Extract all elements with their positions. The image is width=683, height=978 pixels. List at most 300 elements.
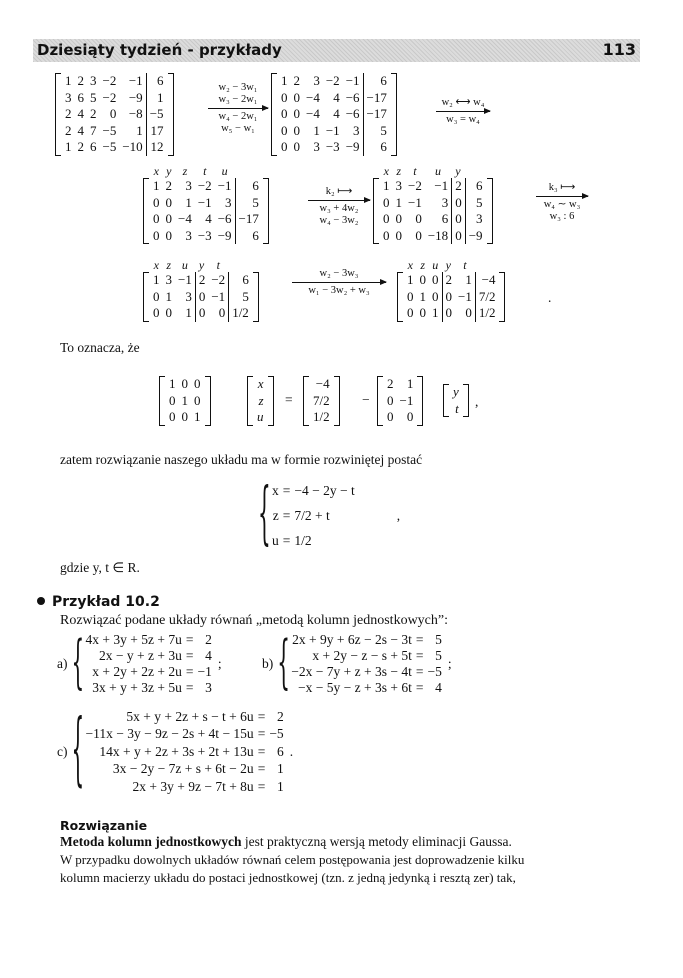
equation-rhs: 1: [276, 778, 284, 794]
right-bracket: [417, 376, 423, 426]
matrix-cell: −1: [434, 178, 449, 193]
equation-row: [270, 528, 357, 553]
vector-xzu: [254, 376, 267, 426]
equation-lhs: u: [272, 532, 279, 548]
arrow-right-icon: [308, 200, 370, 201]
matrix-cell: 0: [153, 288, 160, 304]
column-label: u: [181, 258, 188, 272]
matrix-cell: 7/2: [313, 392, 330, 408]
matrix-cell: 4: [333, 89, 340, 105]
period: .: [548, 290, 552, 305]
right-bracket: [334, 376, 340, 426]
matrix-cell: 0: [406, 409, 414, 424]
operation-label: w₂ ⟷ w₄: [441, 97, 485, 108]
left-bracket: [443, 384, 449, 417]
column-label: y: [455, 164, 461, 178]
equals-sign: =: [185, 648, 194, 663]
matrix-cell: −4: [306, 89, 320, 105]
matrix-cell: z: [258, 392, 264, 408]
matrix-cell: −18: [427, 227, 449, 243]
column-label: x: [153, 164, 159, 178]
matrix-cell: 6: [465, 178, 486, 195]
matrix-cell: 0: [432, 272, 439, 287]
matrix-cell: 5: [235, 195, 262, 212]
matrix-cell: 1: [395, 194, 402, 210]
matrix-cell: −2: [197, 178, 212, 193]
column-label: [235, 164, 262, 178]
matrix-step-5: [150, 258, 252, 322]
matrix-cell: −1: [458, 288, 472, 304]
left-bracket: [397, 272, 403, 322]
matrix-cell: −4: [475, 272, 499, 289]
equation-row: [84, 761, 286, 779]
matrix-cell: x: [257, 376, 264, 391]
matrix-cell: 0: [293, 89, 300, 105]
matrix-cell: 1: [407, 272, 414, 287]
matrix-cell: 0: [293, 139, 300, 154]
equals-sign: =: [257, 743, 266, 759]
equation-rhs: 2: [205, 632, 212, 647]
column-label: y: [198, 258, 205, 272]
right-bracket: [499, 272, 505, 322]
matrix-cell: 6: [228, 272, 252, 289]
equation-rhs: 1/2: [294, 532, 312, 548]
right-bracket: [263, 178, 269, 244]
solution-heading: Rozwiązanie: [60, 818, 148, 833]
paragraph: zatem rozwiązanie naszego układu ma w formie rozwiniętej postać: [60, 452, 423, 467]
row-operation-arrow: [308, 186, 370, 227]
equation-lhs: 14x + y + 2z + 3s + 2t + 13u: [99, 743, 254, 759]
equation-row: [84, 726, 286, 744]
right-bracket: [168, 73, 174, 156]
equation-table: [270, 478, 357, 553]
matrix-cell: 0: [395, 227, 402, 243]
matrix-cell: 3: [441, 194, 449, 210]
right-bracket: [391, 73, 397, 156]
matrix-cell: 0: [383, 227, 390, 243]
operation-label: w₄ − 2w₁: [218, 111, 258, 122]
matrix-cell: 3: [185, 178, 192, 193]
matrix-cell: 0: [451, 195, 465, 212]
matrix-cell: 1: [313, 122, 320, 138]
coefficient-matrix: [384, 376, 416, 426]
matrix-cell: 1: [406, 376, 414, 391]
paragraph-line: [60, 834, 512, 850]
matrix-cell: −1: [178, 272, 192, 287]
matrix-cell: 6: [235, 178, 262, 195]
equals-sign: =: [185, 664, 194, 679]
equation-rhs: 4: [205, 648, 212, 663]
left-brace-box: [258, 471, 271, 553]
matrix-cell: 0: [153, 211, 160, 226]
matrix-cell: 1: [146, 90, 167, 107]
equals-sign: =: [285, 392, 293, 407]
example-heading: [37, 594, 160, 610]
vector-yt: [450, 384, 462, 417]
matrix-cell: 0: [465, 305, 472, 320]
equals-sign: =: [415, 648, 424, 663]
matrix-cell: 0: [415, 227, 422, 243]
chapter-title: Dziesiąty tydzień - przykłady: [37, 41, 282, 59]
punctuation: ;: [217, 656, 222, 671]
equation-lhs: −11x − 3y − 9z − 2s + 4t − 15u: [85, 726, 254, 742]
matrix-cell: 0: [387, 392, 394, 408]
matrix-cell: 3: [313, 139, 320, 154]
identity-matrix: [166, 376, 204, 426]
matrix-cell: t: [455, 400, 459, 416]
matrix-cell: 5: [228, 289, 252, 306]
matrix-cell: 3: [165, 272, 172, 287]
operation-label: w₅ − w₁: [221, 123, 255, 134]
equation-lhs: 2x + 3y + 9z − 7t + 8u: [132, 778, 254, 794]
column-label: x: [153, 258, 159, 272]
matrix-cell: 1: [169, 376, 176, 391]
minus-sign: −: [362, 392, 370, 407]
matrix-cell: 3: [313, 73, 320, 88]
column-label: t: [203, 164, 207, 178]
matrix-cell: 1: [65, 73, 72, 88]
matrix-cell: 0: [194, 392, 201, 408]
matrix-cell: 0: [383, 211, 390, 226]
equals-sign: =: [282, 532, 291, 548]
solution-system: [258, 471, 401, 553]
column-label: t: [216, 258, 220, 272]
equation-table: [289, 632, 444, 696]
page-header: [33, 39, 640, 62]
comma: ,: [475, 394, 479, 409]
left-bracket: [143, 178, 149, 244]
equation-table: [84, 632, 214, 696]
left-bracket: [303, 376, 309, 426]
arrow-right-icon: [536, 196, 588, 197]
matrix-step-6: [404, 258, 498, 322]
matrix-cell: 1: [65, 139, 72, 154]
matrix-cell: 1: [185, 194, 192, 210]
matrix-cell: 0: [195, 289, 209, 306]
matrix-cell: 0: [153, 305, 160, 320]
matrix-cell: 0: [293, 106, 300, 121]
matrix-cell: 1: [153, 272, 160, 287]
matrix-cell: 0: [169, 392, 176, 408]
matrix-cell: 4: [77, 106, 84, 121]
matrix-cell: 0: [153, 194, 160, 210]
equals-sign: =: [282, 507, 291, 523]
equals-sign: =: [185, 632, 194, 647]
page-number: 113: [602, 40, 636, 59]
matrix-cell: −17: [235, 211, 262, 228]
matrix-cell: 1: [432, 305, 439, 320]
matrix-cell: y: [453, 384, 459, 399]
equation-row: [289, 648, 444, 664]
equals-sign: =: [257, 761, 266, 777]
matrix-cell: 0: [181, 376, 188, 391]
matrix-cell: 5: [465, 195, 486, 212]
operation-label: k₂ ⟼: [325, 186, 353, 197]
equation-row: [84, 680, 214, 696]
equation-table: [84, 708, 286, 796]
matrix-step-1: [62, 73, 167, 156]
equation-lhs: 3x + y + 3z + 5u: [92, 680, 182, 695]
column-label: z: [396, 164, 402, 178]
matrix-cell: 0: [415, 211, 422, 226]
matrix-cell: 5: [90, 89, 97, 105]
equals-sign: =: [257, 726, 266, 742]
matrix-cell: −1: [197, 194, 212, 210]
paragraph-line: W przypadku dowolnych układów równań celem postępowania jest doprowadzenie kilku: [60, 852, 525, 867]
matrix-cell: −2: [102, 89, 117, 105]
matrix-cell: 1: [383, 178, 390, 193]
operation-label: w₃ : 6: [549, 211, 575, 222]
matrix-cell: 1: [194, 409, 201, 424]
matrix-cell: 4: [333, 106, 340, 121]
matrix-cell: 4: [205, 211, 212, 226]
matrix-cell: −4: [178, 211, 192, 226]
equation-rhs: 2: [276, 708, 284, 724]
matrix-cell: −4: [315, 376, 330, 391]
matrix-cell: −1: [217, 178, 232, 193]
matrix-cell: 2: [77, 73, 84, 88]
left-brace-icon: {: [71, 700, 85, 796]
column-label: y: [166, 164, 172, 178]
right-bracket: [205, 376, 211, 426]
matrix-step-2: [278, 73, 390, 156]
matrix-cell: 3: [185, 227, 192, 243]
equals-sign: =: [185, 680, 194, 695]
system-label: c): [57, 743, 68, 759]
equation-row: [289, 632, 444, 648]
matrix-cell: 2: [451, 178, 465, 195]
equation-lhs: x + 2y − z − s + 5t: [312, 648, 412, 663]
right-bracket: [487, 178, 493, 244]
matrix-cell: 2: [65, 106, 72, 121]
matrix-cell: −5: [102, 122, 117, 138]
matrix-cell: 0: [451, 228, 465, 245]
task-text: Rozwiązać podane układy równań „metodą kolumn jednostkowych”:: [60, 613, 448, 628]
matrix-cell: 0: [281, 122, 288, 138]
column-label: t: [463, 258, 467, 272]
equation-rhs: −4 − 2y − t: [294, 482, 355, 498]
matrix-cell: 0: [153, 227, 160, 243]
matrix-cell: 2: [195, 272, 209, 289]
matrix-cell: u: [257, 409, 264, 424]
operation-label: k₃ ⟼: [548, 182, 576, 193]
matrix-step-4: [380, 164, 486, 244]
matrix-cell: 1: [419, 288, 426, 304]
equation-row: [270, 503, 357, 528]
equation-row: [270, 478, 357, 503]
equation-row: [84, 743, 286, 761]
matrix-cell: −6: [345, 106, 360, 121]
left-brace-icon: {: [71, 626, 85, 696]
column-label: [475, 258, 499, 272]
matrix-cell: 0: [419, 272, 426, 287]
matrix-cell: 2: [387, 376, 394, 391]
matrix-cell: 12: [146, 139, 167, 156]
matrix-cell: 1/2: [475, 305, 499, 322]
system-a: [57, 626, 222, 696]
system-label: a): [57, 656, 68, 671]
equals-sign: =: [415, 632, 424, 647]
matrix-cell: 1: [465, 272, 472, 287]
matrix-cell: −1: [408, 194, 422, 210]
column-label: u: [432, 258, 439, 272]
matrix-cell: 6: [146, 73, 167, 90]
matrix-cell: 3: [353, 122, 360, 138]
arrow-right-icon: [436, 111, 490, 112]
equation-rhs: −5: [269, 726, 284, 742]
matrix-cell: −6: [217, 211, 232, 226]
system-b: [262, 626, 452, 696]
bullet-icon: [37, 597, 45, 605]
matrix-cell: −9: [128, 89, 143, 105]
column-label: z: [182, 164, 188, 178]
matrix-cell: −1: [211, 288, 226, 304]
matrix-cell: 0: [293, 122, 300, 138]
left-brace-box: [277, 626, 290, 696]
column-label: [228, 258, 252, 272]
matrix-cell: 2: [65, 122, 72, 138]
operation-label: w₃ − 2w₁: [218, 94, 258, 105]
equation-lhs: z: [272, 507, 279, 523]
punctuation: ;: [447, 656, 452, 671]
row-operation-arrow: [536, 182, 588, 223]
matrix-cell: 0: [419, 305, 426, 320]
left-bracket: [55, 73, 61, 156]
column-label: [465, 164, 486, 178]
equation-rhs: 3: [205, 680, 212, 695]
operation-label: w₂ − 3w₁: [218, 82, 258, 93]
matrix-cell: 0: [194, 376, 201, 391]
matrix-cell: 3: [225, 194, 232, 210]
left-brace-box: [71, 626, 85, 696]
matrix-cell: −10: [122, 139, 143, 154]
matrix-cell: 2: [165, 178, 172, 193]
equals-sign: =: [415, 680, 424, 695]
equation-rhs: −5: [427, 664, 442, 679]
matrix-cell: 3: [185, 288, 192, 304]
matrix-cell: 0: [442, 305, 456, 322]
arrow-right-icon: [208, 108, 268, 109]
matrix-cell: 0: [432, 288, 439, 304]
matrix-cell: 6: [441, 211, 449, 226]
matrix-cell: 17: [146, 123, 167, 140]
equals-sign: =: [257, 778, 266, 794]
column-label: u: [221, 164, 228, 178]
matrix-cell: 0: [181, 409, 188, 424]
matrix-cell: −2: [211, 272, 226, 287]
matrix-cell: 0: [407, 305, 414, 320]
equation-lhs: −x − 5y − z + 3s + 6t: [298, 680, 412, 695]
matrix-cell: 1: [165, 288, 172, 304]
equation-row: [289, 664, 444, 680]
matrix-cell: 0: [387, 409, 394, 424]
operation-label: w₄ ∼ w₃: [543, 199, 581, 210]
matrix-cell: −1: [325, 122, 340, 138]
left-brace-icon: {: [277, 626, 290, 696]
matrix-step-3: [150, 164, 262, 244]
row-operation-arrow: [292, 268, 386, 297]
matrix-cell: 0: [281, 106, 288, 121]
matrix-cell: 0: [109, 106, 117, 121]
equation-lhs: 5x + y + 2z + s − t + 6u: [126, 708, 254, 724]
matrix-cell: 1/2: [228, 305, 252, 322]
equation-rhs: 6: [276, 743, 284, 759]
column-label: z: [420, 258, 426, 272]
paragraph: To oznacza, że: [60, 340, 140, 355]
matrix-cell: 6: [363, 139, 390, 156]
matrix-cell: −1: [128, 73, 143, 88]
example-title: Przykład 10.2: [52, 594, 160, 610]
equation-lhs: 2x + 9y + 6z − 2s − 3t: [292, 632, 412, 647]
matrix-cell: 6: [235, 228, 262, 245]
equation-rhs: 1: [276, 761, 284, 777]
matrix-cell: 4: [77, 122, 84, 138]
equation-rhs: 5: [435, 632, 442, 647]
equation-lhs: 2x − y + z + 3u: [99, 648, 182, 663]
operation-label: w₄ − 3w₂: [319, 215, 359, 226]
equation-lhs: 4x + 3y + 5z + 7u: [85, 632, 182, 647]
equals-sign: =: [282, 482, 291, 498]
matrix-cell: −9: [345, 139, 360, 154]
matrix-cell: 2: [77, 139, 84, 154]
matrix-cell: 0: [195, 305, 209, 322]
column-label: y: [445, 258, 451, 272]
paragraph: gdzie y, t ∈ R.: [60, 560, 140, 575]
left-brace-icon: {: [258, 471, 271, 553]
matrix-cell: −9: [217, 227, 232, 243]
matrix-cell: 1: [185, 305, 192, 320]
matrix-cell: 0: [442, 289, 456, 306]
matrix-cell: 1: [181, 392, 188, 408]
matrix-cell: 3: [465, 211, 486, 228]
matrix-cell: 1: [281, 73, 288, 88]
right-bracket: [253, 272, 259, 322]
matrix-cell: 0: [407, 288, 414, 304]
arrow-right-icon: [292, 282, 386, 283]
matrix-cell: 0: [395, 211, 402, 226]
equation-row: [289, 680, 444, 696]
left-brace-box: [71, 700, 85, 796]
paragraph-line: kolumn macierzy układu do postaci jednostkowej (tzn. z jedną jedynką i resztą zer) tak,: [60, 870, 516, 885]
equation-lhs: x + 2y + 2z + 2u: [92, 664, 182, 679]
matrix-cell: 5: [363, 123, 390, 140]
equation-rhs: 5: [435, 648, 442, 663]
equation-rhs: 7/2 + t: [294, 507, 330, 523]
matrix-cell: −2: [102, 73, 117, 88]
matrix-cell: 7: [90, 122, 97, 138]
matrix-cell: 1: [136, 122, 143, 138]
equation-row: [84, 664, 214, 680]
matrix-cell: −6: [345, 89, 360, 105]
text-run: jest praktyczną wersją metody eliminacji Gaussa.: [241, 834, 512, 849]
operation-label: w₃ + 4w₂: [319, 203, 359, 214]
operation-label: w₁ − 3w₂ + w₃: [308, 285, 370, 296]
operation-label: w₂ − 3w₃: [319, 268, 359, 279]
matrix-cell: 7/2: [475, 289, 499, 306]
left-bracket: [377, 376, 383, 426]
matrix-cell: 0: [169, 409, 176, 424]
matrix-cell: −3: [197, 227, 212, 243]
matrix-cell: 0: [218, 305, 226, 320]
column-label: x: [383, 164, 389, 178]
matrix-cell: 0: [451, 211, 465, 228]
column-label: t: [413, 164, 417, 178]
column-label: z: [166, 258, 172, 272]
matrix-cell: −5: [102, 139, 117, 154]
matrix-cell: −5: [146, 106, 167, 123]
matrix-cell: 0: [165, 305, 172, 320]
matrix-cell: 6: [90, 139, 97, 154]
